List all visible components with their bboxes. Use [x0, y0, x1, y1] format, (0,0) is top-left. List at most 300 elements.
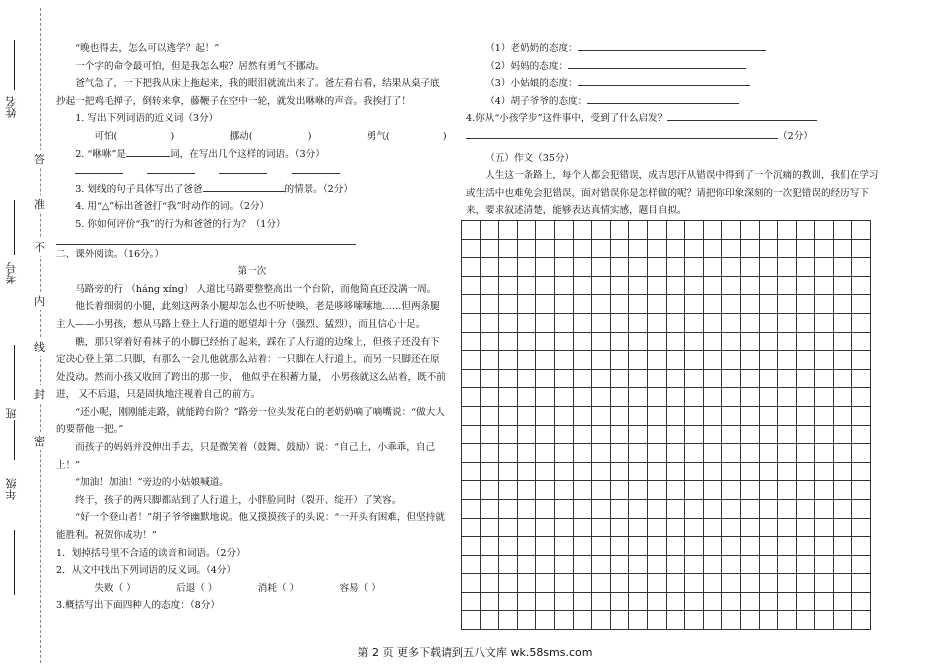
- grid-cell[interactable]: [666, 332, 685, 351]
- grid-cell[interactable]: [852, 462, 871, 481]
- grid-cell[interactable]: [778, 295, 797, 314]
- grid-cell[interactable]: [480, 425, 499, 444]
- grid-cell[interactable]: [462, 425, 481, 444]
- grid-cell[interactable]: [554, 332, 573, 351]
- grid-cell[interactable]: [852, 425, 871, 444]
- grid-cell[interactable]: [610, 425, 629, 444]
- grid-cell[interactable]: [573, 258, 592, 277]
- grid-cell[interactable]: [480, 444, 499, 463]
- answer-blank[interactable]: [126, 146, 170, 157]
- grid-cell[interactable]: [722, 518, 741, 537]
- grid-cell[interactable]: [592, 592, 611, 611]
- grid-cell[interactable]: [573, 481, 592, 500]
- grid-cell[interactable]: [629, 444, 648, 463]
- grid-cell[interactable]: [666, 574, 685, 593]
- grid-cell[interactable]: [480, 221, 499, 240]
- grid-cell[interactable]: [536, 369, 555, 388]
- grid-cell[interactable]: [778, 481, 797, 500]
- grid-cell[interactable]: [499, 481, 518, 500]
- grid-cell[interactable]: [833, 388, 852, 407]
- grid-cell[interactable]: [592, 425, 611, 444]
- answer-blank[interactable]: [578, 75, 750, 86]
- grid-cell[interactable]: [480, 537, 499, 556]
- grid-cell[interactable]: [703, 406, 722, 425]
- grid-cell[interactable]: [778, 499, 797, 518]
- grid-cell[interactable]: [815, 518, 834, 537]
- grid-cell[interactable]: [610, 351, 629, 370]
- grid-cell[interactable]: [666, 221, 685, 240]
- grid-cell[interactable]: [517, 499, 536, 518]
- grid-cell[interactable]: [573, 611, 592, 630]
- grid-cell[interactable]: [703, 592, 722, 611]
- grid-cell[interactable]: [647, 388, 666, 407]
- grid-cell[interactable]: [796, 555, 815, 574]
- grid-cell[interactable]: [759, 425, 778, 444]
- grid-cell[interactable]: [833, 313, 852, 332]
- grid-cell[interactable]: [759, 276, 778, 295]
- grid-cell[interactable]: [462, 313, 481, 332]
- grid-cell[interactable]: [573, 332, 592, 351]
- grid-cell[interactable]: [647, 369, 666, 388]
- grid-cell[interactable]: [536, 351, 555, 370]
- grid-cell[interactable]: [796, 518, 815, 537]
- grid-cell[interactable]: [480, 462, 499, 481]
- grid-cell[interactable]: [796, 499, 815, 518]
- grid-cell[interactable]: [685, 406, 704, 425]
- grid-cell[interactable]: [573, 351, 592, 370]
- grid-cell[interactable]: [759, 537, 778, 556]
- grid-cell[interactable]: [592, 239, 611, 258]
- grid-cell[interactable]: [517, 518, 536, 537]
- grid-cell[interactable]: [759, 592, 778, 611]
- grid-cell[interactable]: [740, 369, 759, 388]
- grid-cell[interactable]: [536, 481, 555, 500]
- grid-cell[interactable]: [554, 555, 573, 574]
- grid-cell[interactable]: [629, 369, 648, 388]
- grid-cell[interactable]: [815, 276, 834, 295]
- grid-cell[interactable]: [462, 239, 481, 258]
- grid-cell[interactable]: [536, 592, 555, 611]
- grid-cell[interactable]: [517, 537, 536, 556]
- grid-cell[interactable]: [722, 592, 741, 611]
- grid-cell[interactable]: [685, 221, 704, 240]
- grid-cell[interactable]: [499, 351, 518, 370]
- grid-cell[interactable]: [833, 611, 852, 630]
- grid-cell[interactable]: [610, 221, 629, 240]
- grid-cell[interactable]: [629, 481, 648, 500]
- grid-cell[interactable]: [647, 351, 666, 370]
- grid-cell[interactable]: [573, 313, 592, 332]
- grid-cell[interactable]: [480, 239, 499, 258]
- grid-cell[interactable]: [778, 351, 797, 370]
- grid-cell[interactable]: [610, 444, 629, 463]
- grid-cell[interactable]: [815, 499, 834, 518]
- grid-cell[interactable]: [462, 444, 481, 463]
- grid-cell[interactable]: [517, 388, 536, 407]
- grid-cell[interactable]: [480, 499, 499, 518]
- grid-cell[interactable]: [592, 555, 611, 574]
- grid-cell[interactable]: [685, 592, 704, 611]
- grid-cell[interactable]: [740, 444, 759, 463]
- grid-cell[interactable]: [685, 369, 704, 388]
- grid-cell[interactable]: [629, 518, 648, 537]
- grid-cell[interactable]: [573, 295, 592, 314]
- grid-cell[interactable]: [592, 369, 611, 388]
- grid-cell[interactable]: [722, 332, 741, 351]
- grid-cell[interactable]: [610, 276, 629, 295]
- grid-cell[interactable]: [554, 369, 573, 388]
- grid-cell[interactable]: [740, 518, 759, 537]
- grid-cell[interactable]: [499, 555, 518, 574]
- grid-cell[interactable]: [759, 239, 778, 258]
- grid-cell[interactable]: [703, 499, 722, 518]
- grid-cell[interactable]: [629, 313, 648, 332]
- grid-cell[interactable]: [573, 276, 592, 295]
- grid-cell[interactable]: [740, 462, 759, 481]
- grid-cell[interactable]: [462, 499, 481, 518]
- grid-cell[interactable]: [815, 221, 834, 240]
- grid-cell[interactable]: [666, 537, 685, 556]
- grid-cell[interactable]: [480, 406, 499, 425]
- grid-cell[interactable]: [796, 574, 815, 593]
- grid-cell[interactable]: [833, 518, 852, 537]
- grid-cell[interactable]: [833, 221, 852, 240]
- grid-cell[interactable]: [796, 369, 815, 388]
- grid-cell[interactable]: [573, 425, 592, 444]
- grid-cell[interactable]: [796, 221, 815, 240]
- grid-cell[interactable]: [610, 611, 629, 630]
- grid-cell[interactable]: [554, 295, 573, 314]
- grid-cell[interactable]: [480, 313, 499, 332]
- grid-cell[interactable]: [685, 276, 704, 295]
- grid-cell[interactable]: [517, 481, 536, 500]
- grid-cell[interactable]: [703, 555, 722, 574]
- grid-cell[interactable]: [536, 239, 555, 258]
- grid-cell[interactable]: [815, 462, 834, 481]
- grid-cell[interactable]: [536, 221, 555, 240]
- grid-cell[interactable]: [610, 258, 629, 277]
- grid-cell[interactable]: [610, 239, 629, 258]
- grid-cell[interactable]: [833, 425, 852, 444]
- grid-cell[interactable]: [554, 221, 573, 240]
- grid-cell[interactable]: [703, 369, 722, 388]
- grid-cell[interactable]: [759, 481, 778, 500]
- grid-cell[interactable]: [722, 425, 741, 444]
- grid-cell[interactable]: [610, 406, 629, 425]
- grid-cell[interactable]: [666, 592, 685, 611]
- grid-cell[interactable]: [796, 388, 815, 407]
- grid-cell[interactable]: [480, 574, 499, 593]
- grid-cell[interactable]: [517, 295, 536, 314]
- grid-cell[interactable]: [685, 332, 704, 351]
- grid-cell[interactable]: [517, 332, 536, 351]
- grid-cell[interactable]: [796, 462, 815, 481]
- grid-cell[interactable]: [480, 592, 499, 611]
- grid-cell[interactable]: [796, 239, 815, 258]
- grid-cell[interactable]: [796, 537, 815, 556]
- grid-cell[interactable]: [647, 518, 666, 537]
- grid-cell[interactable]: [852, 499, 871, 518]
- grid-cell[interactable]: [629, 221, 648, 240]
- grid-cell[interactable]: [462, 555, 481, 574]
- grid-cell[interactable]: [703, 518, 722, 537]
- grid-cell[interactable]: [759, 221, 778, 240]
- grid-cell[interactable]: [703, 313, 722, 332]
- grid-cell[interactable]: [852, 313, 871, 332]
- grid-cell[interactable]: [815, 611, 834, 630]
- grid-cell[interactable]: [647, 276, 666, 295]
- grid-cell[interactable]: [815, 332, 834, 351]
- grid-cell[interactable]: [852, 611, 871, 630]
- grid-cell[interactable]: [852, 221, 871, 240]
- grid-cell[interactable]: [833, 295, 852, 314]
- grid-cell[interactable]: [499, 388, 518, 407]
- grid-cell[interactable]: [778, 462, 797, 481]
- grid-cell[interactable]: [592, 499, 611, 518]
- grid-cell[interactable]: [833, 276, 852, 295]
- grid-cell[interactable]: [554, 611, 573, 630]
- grid-cell[interactable]: [703, 295, 722, 314]
- grid-cell[interactable]: [499, 462, 518, 481]
- grid-cell[interactable]: [647, 444, 666, 463]
- grid-cell[interactable]: [610, 481, 629, 500]
- grid-cell[interactable]: [610, 332, 629, 351]
- grid-cell[interactable]: [740, 406, 759, 425]
- grid-cell[interactable]: [852, 518, 871, 537]
- grid-cell[interactable]: [685, 444, 704, 463]
- grid-cell[interactable]: [499, 611, 518, 630]
- grid-cell[interactable]: [685, 574, 704, 593]
- grid-cell[interactable]: [629, 258, 648, 277]
- grid-cell[interactable]: [740, 258, 759, 277]
- grid-cell[interactable]: [722, 537, 741, 556]
- grid-cell[interactable]: [796, 444, 815, 463]
- grid-cell[interactable]: [647, 406, 666, 425]
- grid-cell[interactable]: [592, 313, 611, 332]
- grid-cell[interactable]: [610, 574, 629, 593]
- grid-cell[interactable]: [610, 537, 629, 556]
- grid-cell[interactable]: [796, 258, 815, 277]
- grid-cell[interactable]: [517, 258, 536, 277]
- grid-cell[interactable]: [480, 351, 499, 370]
- grid-cell[interactable]: [703, 425, 722, 444]
- grid-cell[interactable]: [703, 351, 722, 370]
- grid-cell[interactable]: [778, 313, 797, 332]
- grid-cell[interactable]: [685, 481, 704, 500]
- grid-cell[interactable]: [722, 444, 741, 463]
- grid-cell[interactable]: [833, 537, 852, 556]
- grid-cell[interactable]: [536, 425, 555, 444]
- grid-cell[interactable]: [740, 295, 759, 314]
- grid-cell[interactable]: [610, 462, 629, 481]
- grid-cell[interactable]: [722, 481, 741, 500]
- grid-cell[interactable]: [778, 406, 797, 425]
- grid-cell[interactable]: [722, 276, 741, 295]
- grid-cell[interactable]: [722, 499, 741, 518]
- grid-cell[interactable]: [703, 481, 722, 500]
- grid-cell[interactable]: [499, 313, 518, 332]
- grid-cell[interactable]: [703, 276, 722, 295]
- grid-cell[interactable]: [703, 332, 722, 351]
- grid-cell[interactable]: [833, 444, 852, 463]
- grid-cell[interactable]: [462, 332, 481, 351]
- grid-cell[interactable]: [499, 537, 518, 556]
- grid-cell[interactable]: [666, 276, 685, 295]
- grid-cell[interactable]: [703, 611, 722, 630]
- grid-cell[interactable]: [592, 611, 611, 630]
- grid-cell[interactable]: [499, 518, 518, 537]
- grid-cell[interactable]: [480, 388, 499, 407]
- grid-cell[interactable]: [666, 555, 685, 574]
- grid-cell[interactable]: [778, 239, 797, 258]
- grid-cell[interactable]: [740, 351, 759, 370]
- grid-cell[interactable]: [759, 462, 778, 481]
- grid-cell[interactable]: [740, 555, 759, 574]
- grid-cell[interactable]: [629, 499, 648, 518]
- grid-cell[interactable]: [610, 499, 629, 518]
- grid-cell[interactable]: [852, 258, 871, 277]
- grid-cell[interactable]: [815, 537, 834, 556]
- grid-cell[interactable]: [740, 574, 759, 593]
- grid-cell[interactable]: [647, 462, 666, 481]
- grid-cell[interactable]: [462, 221, 481, 240]
- grid-cell[interactable]: [573, 444, 592, 463]
- grid-cell[interactable]: [666, 313, 685, 332]
- grid-cell[interactable]: [685, 518, 704, 537]
- grid-cell[interactable]: [554, 425, 573, 444]
- grid-cell[interactable]: [796, 592, 815, 611]
- grid-cell[interactable]: [462, 369, 481, 388]
- grid-cell[interactable]: [554, 258, 573, 277]
- grid-cell[interactable]: [759, 611, 778, 630]
- grid-cell[interactable]: [796, 313, 815, 332]
- grid-cell[interactable]: [517, 555, 536, 574]
- grid-cell[interactable]: [703, 537, 722, 556]
- grid-cell[interactable]: [852, 276, 871, 295]
- grid-cell[interactable]: [629, 332, 648, 351]
- grid-cell[interactable]: [592, 388, 611, 407]
- grid-cell[interactable]: [592, 351, 611, 370]
- grid-cell[interactable]: [629, 276, 648, 295]
- grid-cell[interactable]: [833, 555, 852, 574]
- grid-cell[interactable]: [759, 555, 778, 574]
- grid-cell[interactable]: [796, 406, 815, 425]
- grid-cell[interactable]: [647, 574, 666, 593]
- grid-cell[interactable]: [722, 351, 741, 370]
- grid-cell[interactable]: [666, 388, 685, 407]
- grid-cell[interactable]: [554, 239, 573, 258]
- grid-cell[interactable]: [666, 351, 685, 370]
- grid-cell[interactable]: [778, 611, 797, 630]
- grid-cell[interactable]: [517, 239, 536, 258]
- grid-cell[interactable]: [647, 555, 666, 574]
- grid-cell[interactable]: [666, 444, 685, 463]
- grid-cell[interactable]: [462, 258, 481, 277]
- grid-cell[interactable]: [573, 537, 592, 556]
- grid-cell[interactable]: [852, 406, 871, 425]
- grid-cell[interactable]: [778, 444, 797, 463]
- grid-cell[interactable]: [722, 369, 741, 388]
- grid-cell[interactable]: [592, 221, 611, 240]
- grid-cell[interactable]: [833, 351, 852, 370]
- grid-cell[interactable]: [685, 239, 704, 258]
- grid-cell[interactable]: [592, 276, 611, 295]
- grid-cell[interactable]: [536, 462, 555, 481]
- grid-cell[interactable]: [685, 537, 704, 556]
- grid-cell[interactable]: [815, 388, 834, 407]
- grid-cell[interactable]: [573, 406, 592, 425]
- grid-cell[interactable]: [833, 332, 852, 351]
- grid-cell[interactable]: [480, 518, 499, 537]
- grid-cell[interactable]: [759, 574, 778, 593]
- grid-cell[interactable]: [778, 388, 797, 407]
- grid-cell[interactable]: [610, 388, 629, 407]
- grid-cell[interactable]: [796, 481, 815, 500]
- grid-cell[interactable]: [573, 388, 592, 407]
- grid-cell[interactable]: [554, 481, 573, 500]
- grid-cell[interactable]: [759, 406, 778, 425]
- grid-cell[interactable]: [796, 332, 815, 351]
- grid-cell[interactable]: [722, 574, 741, 593]
- grid-cell[interactable]: [852, 295, 871, 314]
- grid-cell[interactable]: [536, 499, 555, 518]
- grid-cell[interactable]: [778, 537, 797, 556]
- grid-cell[interactable]: [573, 592, 592, 611]
- grid-cell[interactable]: [592, 574, 611, 593]
- grid-cell[interactable]: [610, 313, 629, 332]
- grid-cell[interactable]: [592, 332, 611, 351]
- grid-cell[interactable]: [610, 295, 629, 314]
- grid-cell[interactable]: [759, 258, 778, 277]
- grid-cell[interactable]: [480, 276, 499, 295]
- grid-cell[interactable]: [499, 592, 518, 611]
- grid-cell[interactable]: [554, 518, 573, 537]
- grid-cell[interactable]: [462, 592, 481, 611]
- grid-cell[interactable]: [536, 332, 555, 351]
- grid-cell[interactable]: [517, 221, 536, 240]
- grid-cell[interactable]: [517, 369, 536, 388]
- grid-cell[interactable]: [554, 406, 573, 425]
- grid-cell[interactable]: [815, 555, 834, 574]
- grid-cell[interactable]: [629, 406, 648, 425]
- grid-cell[interactable]: [740, 537, 759, 556]
- grid-cell[interactable]: [703, 462, 722, 481]
- grid-cell[interactable]: [536, 258, 555, 277]
- grid-cell[interactable]: [610, 369, 629, 388]
- grid-cell[interactable]: [647, 481, 666, 500]
- grid-cell[interactable]: [499, 221, 518, 240]
- answer-blank[interactable]: [667, 110, 817, 121]
- grid-cell[interactable]: [517, 574, 536, 593]
- grid-cell[interactable]: [462, 537, 481, 556]
- grid-cell[interactable]: [647, 332, 666, 351]
- grid-cell[interactable]: [685, 611, 704, 630]
- grid-cell[interactable]: [573, 555, 592, 574]
- grid-cell[interactable]: [592, 295, 611, 314]
- grid-cell[interactable]: [759, 388, 778, 407]
- grid-cell[interactable]: [499, 499, 518, 518]
- grid-cell[interactable]: [852, 351, 871, 370]
- grid-cell[interactable]: [852, 555, 871, 574]
- grid-cell[interactable]: [740, 388, 759, 407]
- grid-cell[interactable]: [740, 425, 759, 444]
- grid-cell[interactable]: [480, 555, 499, 574]
- answer-blank[interactable]: [568, 58, 746, 69]
- grid-cell[interactable]: [685, 313, 704, 332]
- grid-cell[interactable]: [610, 518, 629, 537]
- grid-cell[interactable]: [629, 462, 648, 481]
- grid-cell[interactable]: [759, 332, 778, 351]
